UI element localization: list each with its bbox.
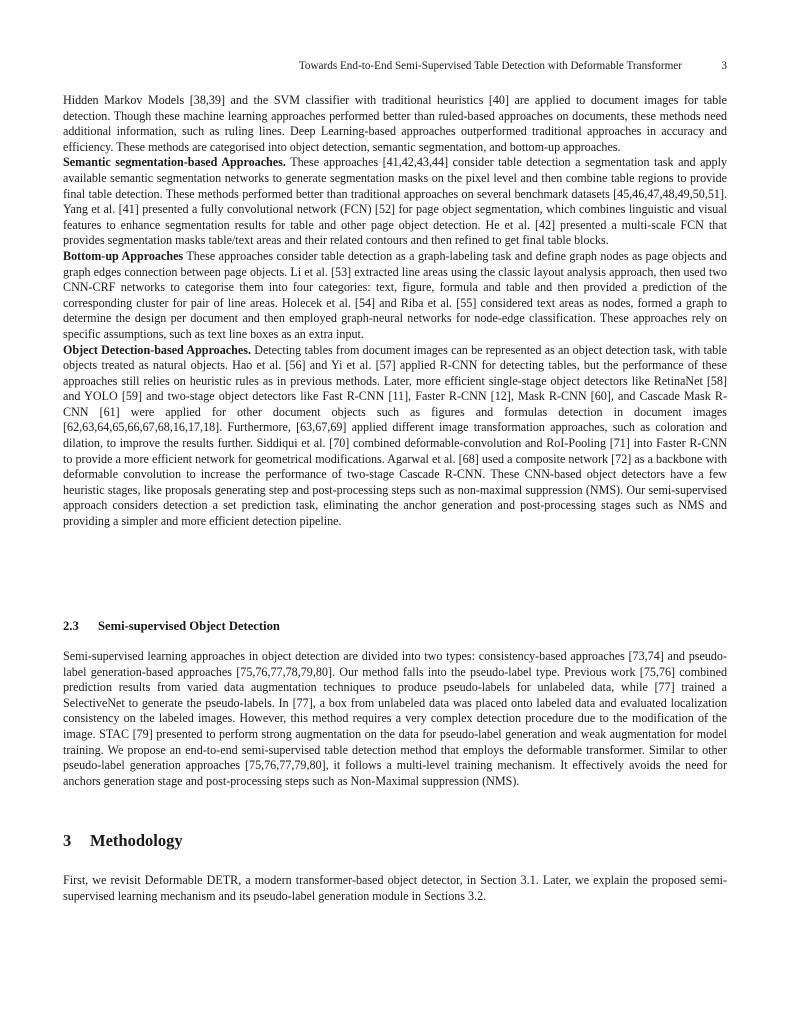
paragraph-bottom-up — [63, 249, 727, 343]
subsection-body — [63, 649, 727, 789]
intro-paragraph: Hidden Markov Models [38,39] and the SVM classifier with traditional heuristics [40] are applied to document images for table detection. Though these machine learning approaches performed better than ruled-based approaches on documents, these methods need additional information, such as ruling lines. Deep Learning-based approaches outperformed traditional approaches in accuracy and efficiency. These methods are categorised into object detection, semantic segmentation, and bottom-up approaches. — [63, 93, 727, 154]
related-work-block — [63, 93, 727, 530]
paragraph-lead: Object Detection-based Approaches. — [63, 342, 251, 357]
paragraph-text: These approaches consider table detection as a graph-labeling task and define graph nodes as page objects and graph edges connection between page objects. Li et al. [53] extracted line areas using the classic layout analysis approach, then used two CNN-CRF networks to categorise them into four categories: text, figure, formula and table and then provided a prediction of the corresponding cluster for pair of line areas. Holecek et al. [54] and Riba et al. [55] considered text areas as nodes, formed a graph to determine the design per document and then employed graph-neural networks for node-edge classification. These approaches rely on specific assumptions, such as text line boxes as an extra input. — [63, 248, 727, 341]
section-title: Methodology — [90, 831, 183, 850]
running-title: Towards End-to-End Semi-Supervised Table Detection with Deformable Transformer — [298, 60, 682, 72]
subsection-title: Semi-supervised Object Detection — [98, 619, 280, 633]
paragraph-text: These approaches [41,42,43,44] consider table detection a segmentation task and apply available semantic segmentation networks to generate segmentation masks on the pixel level and then combine table regions to provide final table detection. These methods performed better than traditional approaches on several benchmark datasets [45,46,47,48,49,50,51]. Yang et al. [41] presented a fully convolutional network (FCN) [52] for page object segmentation, which combines linguistic and visual features to enhance segmentation results for table and other page object detection. He et al. [42] presented a multi-scale FCN that provides segmentation masks table/text areas and their related contours and then refined to get final table blocks. — [63, 155, 727, 248]
section-body — [63, 873, 727, 904]
page-number: 3 — [721, 60, 727, 72]
section-number: 3 — [63, 831, 72, 850]
section-paragraph: First, we revisit Deformable DETR, a modern transformer-based object detector, in Section 3.1. Later, we explain the proposed semi-supervised learning mechanism and its pseudo-label generation module in Sections 3.2. — [63, 873, 727, 903]
paragraph-semantic-segmentation — [63, 155, 727, 249]
section-heading — [63, 831, 183, 851]
paragraph-lead: Semantic segmentation-based Approaches. — [63, 155, 286, 170]
paragraph-object-detection — [63, 343, 727, 530]
subsection-heading — [63, 619, 280, 634]
paragraph-lead: Bottom-up Approaches — [63, 248, 184, 263]
subsection-paragraph: Semi-supervised learning approaches in object detection are divided into two types: consistency-based approaches [73,74] and pseudo-label generation-based approaches [75,76,77,78,79,80]. Our method falls into the pseudo-label type. Previous work [75,76] combined prediction results from varied data augmentation techniques to produce pseudo-labels for unlabeled data, while [77] trained a SelectiveNet to generate the pseudo-labels. In [77], a box from unlabeled data was placed onto labeled data and evaluated localization consistency on the labeled images. However, this method requires a very complex detection procedure due to the modification of the image. STAC [79] presented to perform strong augmentation on the data for pseudo-label generation and weak augmentation for model training. We propose an end-to-end semi-supervised table detection method that employs the deformable transformer. Similar to other pseudo-label generation approaches [75,76,77,79,80], it follows a multi-level training mechanism. It effectively avoids the need for anchors generation stage and post-processing steps such as Non-Maximal suppression (NMS). — [63, 649, 727, 788]
subsection-number: 2.3 — [63, 619, 79, 633]
paragraph-text: Detecting tables from document images can be represented as an object detection task, with table objects treated as natural objects. Hao et al. [56] and Yi et al. [57] applied R-CNN for detecting tables, but the performance of these approaches still relies on heuristic rules as in previous methods. Later, more efficient single-stage object detectors like RetinaNet [58] and YOLO [59] and two-stage object detectors like Fast R-CNN [11], Faster R-CNN [12], Mask R-CNN [60], and Cascade Mask R-CNN [61] were applied for other document objects such as figures and formulas detection in document images [62,63,64,65,66,67,68,16,17,18]. Furthermore, [63,67,69] applied different image transformation approaches, such as coloration and dilation, to improve the results further. Siddiqui et al. [70] combined deformable-convolution and RoI-Pooling [71] into Faster R-CNN to provide a more efficient network for geometrical modifications. Agarwal et al. [68] used a composite network [72] as a backbone with deformable convolution to increase the performance of two-stage Cascade R-CNN. These CNN-based object detectors have a few heuristic stages, like proposals generating step and post-processing steps such as non-maximal suppression (NMS). Our semi-supervised approach considers detection a set prediction task, eliminating the anchor generation and post-processing stages such as NMS and providing a simpler and more efficient detection pipeline. — [63, 342, 727, 529]
